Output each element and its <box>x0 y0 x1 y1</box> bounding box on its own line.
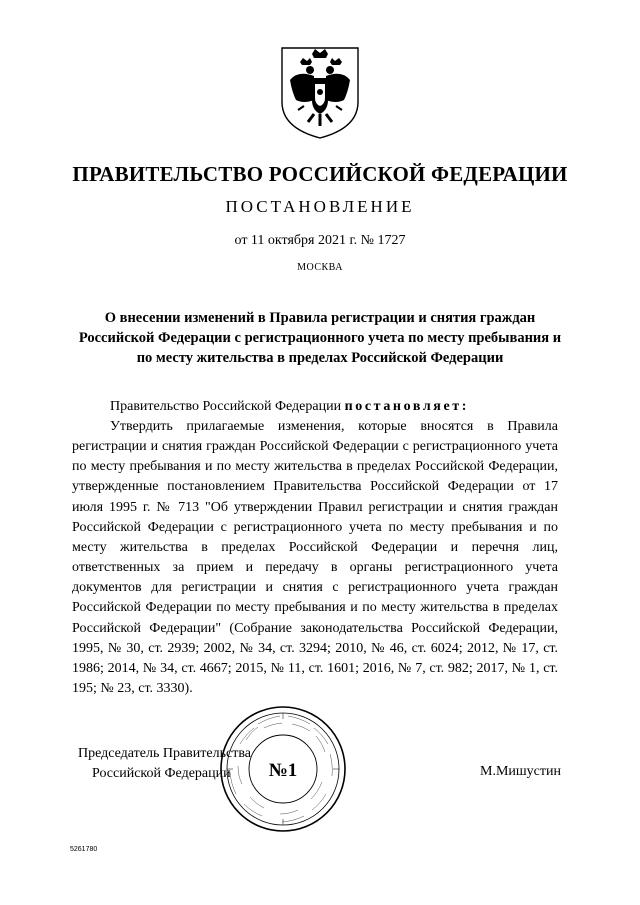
signatory-name: М.Мишустин <box>480 764 561 779</box>
document-date-number: от 11 октября 2021 г. № 1727 <box>234 233 406 248</box>
resolution-paragraph: Утвердить прилагаемые изменения, которые вносятся в Правила регистрации и снятия граждан Российской Федерации с регистрационного учета по месту пребывания и по месту жительства в пределах Российской Федерации, утвержденные постановлением Правительства Российской Федерации от 17 июля 1995 г. № 713 "Об утверждении Правил регистрации и снятия граждан Российской Федерации с регистрационного учета по месту пребывания и по месту жительства в пределах Российской Федерации и перечня лиц, ответственных за прием и передачу в органы регистрационного учета документов для регистрации и снятия с регистрационного учета граждан Российской Федерации по месту пребывания и по месту жительства в пределах Российской Федерации" (Собрание законодательства Российской Федерации, 1995, № 30, ст. 2939; 2002, № 34, ст. 3294; 2010, № 46, ст. 6024; 2012, № 17, ст. 1986; 2014, № 34, ст. 4667; 2015, № 11, ст. 1601; 2016, № 7, ст. 982; 2017, № 1, ст. 195; № 23, ст. 3330). <box>72 419 558 697</box>
document-city: МОСКВА <box>297 262 343 273</box>
official-seal-icon <box>218 704 348 834</box>
issuing-authority: ПРАВИТЕЛЬСТВО РОССИЙСКОЙ ФЕДЕРАЦИИ <box>72 162 568 186</box>
intro-emphasis: постановляет: <box>344 399 469 414</box>
intro-prefix: Правительство Российской Федерации <box>110 399 345 414</box>
signatory-position-line-1: Председатель Правительства <box>78 746 251 761</box>
resolution-intro <box>110 397 580 417</box>
coat-of-arms-icon <box>274 40 366 140</box>
signatory-position-line-2: Российской Федерации <box>92 766 231 781</box>
document-title: О внесении изменений в Правила регистрации и снятия граждан Российской Федерации с регистрационного учета по месту пребывания и по месту жительства в пределах Российской Федерации <box>78 310 562 366</box>
document-code: 5261780 <box>70 846 98 853</box>
seal-number: №1 <box>268 760 298 781</box>
document-type: ПОСТАНОВЛЕНИЕ <box>225 197 415 216</box>
